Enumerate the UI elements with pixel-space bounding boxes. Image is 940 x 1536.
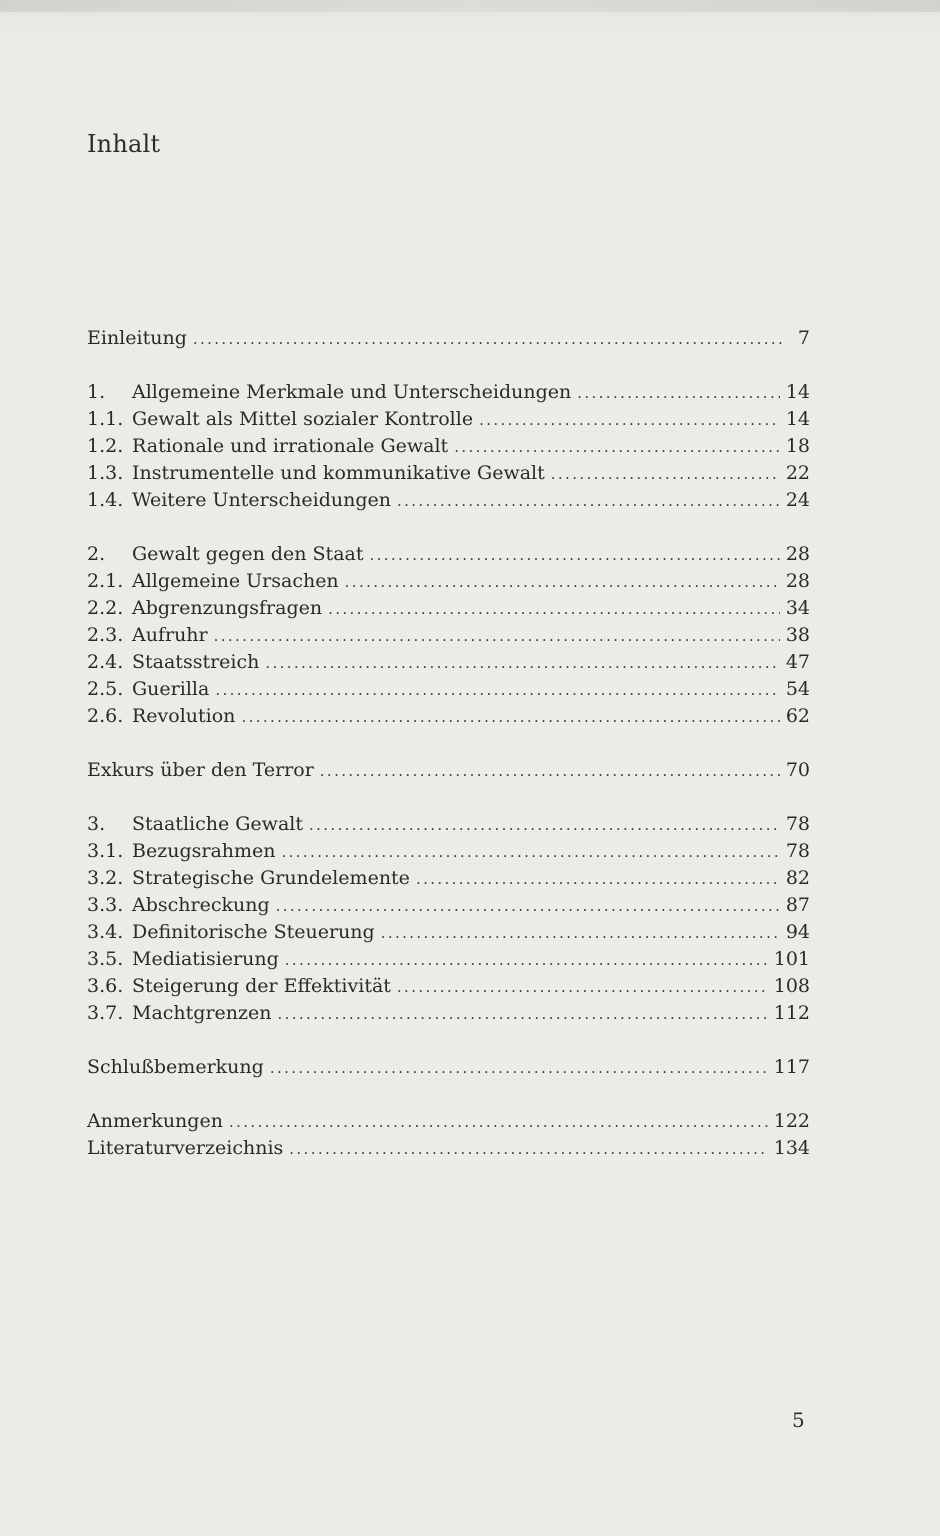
section-title: Bezugsrahmen bbox=[132, 840, 276, 862]
toc-entry bbox=[87, 703, 810, 730]
section-page-number: 38 bbox=[785, 624, 810, 646]
toc-group bbox=[87, 1108, 810, 1162]
section-number: 3.4. bbox=[87, 921, 124, 943]
section-number: 3.7. bbox=[87, 1002, 124, 1024]
section-title: Staatsstreich bbox=[132, 651, 260, 673]
dot-leader bbox=[278, 1001, 768, 1028]
toc-entry bbox=[87, 379, 810, 406]
toc-group bbox=[87, 325, 810, 352]
page-title: Inhalt bbox=[87, 130, 161, 158]
section-number: 3.1. bbox=[87, 840, 124, 862]
section-page-number: 94 bbox=[785, 921, 810, 943]
section-page-number: 62 bbox=[785, 705, 810, 727]
section-number: 3.2. bbox=[87, 867, 124, 889]
section-page-number: 82 bbox=[785, 867, 810, 889]
section-page-number: 47 bbox=[785, 651, 810, 673]
toc-entry bbox=[87, 460, 810, 487]
section-title: Exkurs über den Terror bbox=[87, 759, 314, 781]
section-number: 2.2. bbox=[87, 597, 124, 619]
section-number: 3.6. bbox=[87, 975, 124, 997]
dot-leader bbox=[270, 1055, 768, 1082]
toc-entry bbox=[87, 1108, 810, 1135]
toc-entry bbox=[87, 406, 810, 433]
section-page-number: 70 bbox=[785, 759, 810, 781]
toc-group bbox=[87, 757, 810, 784]
toc-group bbox=[87, 541, 810, 730]
dot-leader bbox=[241, 704, 779, 731]
section-page-number: 78 bbox=[785, 813, 810, 835]
toc-entry bbox=[87, 946, 810, 973]
section-number: 1.1. bbox=[87, 408, 124, 430]
dot-leader bbox=[282, 839, 780, 866]
section-title: Gewalt gegen den Staat bbox=[132, 543, 364, 565]
dot-leader bbox=[193, 326, 782, 353]
section-title: Definitorische Steuerung bbox=[132, 921, 375, 943]
dot-leader bbox=[551, 461, 780, 488]
section-page-number: 101 bbox=[773, 948, 810, 970]
dot-leader bbox=[479, 407, 780, 434]
section-title: Strategische Grundelemente bbox=[132, 867, 410, 889]
section-number: 2.3. bbox=[87, 624, 124, 646]
toc-entry bbox=[87, 676, 810, 703]
dot-leader bbox=[285, 947, 768, 974]
section-number: 3.3. bbox=[87, 894, 124, 916]
toc-group bbox=[87, 811, 810, 1027]
section-page-number: 24 bbox=[785, 489, 810, 511]
section-page-number: 34 bbox=[785, 597, 810, 619]
section-title: Literaturverzeichnis bbox=[87, 1137, 284, 1159]
toc-entry bbox=[87, 487, 810, 514]
section-title: Mediatisierung bbox=[132, 948, 279, 970]
dot-leader bbox=[320, 758, 780, 785]
section-number: 2.1. bbox=[87, 570, 124, 592]
section-title: Instrumentelle und kommunikative Gewalt bbox=[132, 462, 545, 484]
section-number: 1.4. bbox=[87, 489, 124, 511]
dot-leader bbox=[345, 569, 780, 596]
section-page-number: 112 bbox=[773, 1002, 810, 1024]
toc-entry bbox=[87, 1135, 810, 1162]
dot-leader bbox=[215, 677, 780, 704]
section-title: Gewalt als Mittel sozialer Kontrolle bbox=[132, 408, 474, 430]
section-page-number: 28 bbox=[785, 570, 810, 592]
dot-leader bbox=[265, 650, 779, 677]
dot-leader bbox=[381, 920, 780, 947]
page-top-shadow bbox=[0, 0, 940, 12]
toc-entry bbox=[87, 1054, 810, 1081]
section-title: Schlußbemerkung bbox=[87, 1056, 264, 1078]
dot-leader bbox=[369, 542, 779, 569]
section-title: Allgemeine Merkmale und Unterscheidungen bbox=[132, 381, 572, 403]
dot-leader bbox=[577, 380, 780, 407]
section-number: 3.5. bbox=[87, 948, 124, 970]
section-page-number: 28 bbox=[785, 543, 810, 565]
section-title: Allgemeine Ursachen bbox=[132, 570, 339, 592]
section-page-number: 14 bbox=[785, 381, 810, 403]
section-page-number: 54 bbox=[785, 678, 810, 700]
section-page-number: 18 bbox=[785, 435, 810, 457]
section-title: Anmerkungen bbox=[87, 1110, 223, 1132]
section-title: Revolution bbox=[132, 705, 236, 727]
toc-entry bbox=[87, 892, 810, 919]
section-page-number: 87 bbox=[785, 894, 810, 916]
section-page-number: 117 bbox=[773, 1056, 810, 1078]
dot-leader bbox=[328, 596, 780, 623]
page-number: 5 bbox=[792, 1408, 805, 1432]
toc-entry bbox=[87, 838, 810, 865]
toc-entry bbox=[87, 568, 810, 595]
toc-group bbox=[87, 379, 810, 514]
section-number: 2. bbox=[87, 543, 106, 565]
dot-leader bbox=[289, 1136, 767, 1163]
section-page-number: 134 bbox=[773, 1137, 810, 1159]
toc-entry bbox=[87, 865, 810, 892]
section-page-number: 22 bbox=[785, 462, 810, 484]
section-number: 2.6. bbox=[87, 705, 124, 727]
section-title: Einleitung bbox=[87, 327, 187, 349]
section-title: Guerilla bbox=[132, 678, 210, 700]
section-page-number: 14 bbox=[785, 408, 810, 430]
toc-entry bbox=[87, 325, 810, 352]
section-page-number: 78 bbox=[785, 840, 810, 862]
dot-leader bbox=[214, 623, 780, 650]
toc-entry bbox=[87, 649, 810, 676]
dot-leader bbox=[416, 866, 780, 893]
dot-leader bbox=[309, 812, 780, 839]
table-of-contents bbox=[87, 325, 810, 1189]
section-title: Staatliche Gewalt bbox=[132, 813, 303, 835]
section-title: Rationale und irrationale Gewalt bbox=[132, 435, 449, 457]
section-title: Abgrenzungsfragen bbox=[132, 597, 323, 619]
section-number: 3. bbox=[87, 813, 106, 835]
toc-entry bbox=[87, 973, 810, 1000]
dot-leader bbox=[454, 434, 780, 461]
dot-leader bbox=[397, 974, 768, 1001]
dot-leader bbox=[276, 893, 780, 920]
dot-leader bbox=[229, 1109, 768, 1136]
section-title: Aufruhr bbox=[132, 624, 208, 646]
toc-entry bbox=[87, 595, 810, 622]
section-number: 1.3. bbox=[87, 462, 124, 484]
section-number: 2.5. bbox=[87, 678, 124, 700]
section-number: 2.4. bbox=[87, 651, 124, 673]
toc-entry bbox=[87, 541, 810, 568]
section-title: Machtgrenzen bbox=[132, 1002, 272, 1024]
section-page-number: 122 bbox=[773, 1110, 810, 1132]
section-page-number: 7 bbox=[797, 327, 810, 349]
section-title: Steigerung der Effektivität bbox=[132, 975, 391, 997]
toc-entry bbox=[87, 622, 810, 649]
dot-leader bbox=[397, 488, 780, 515]
toc-entry bbox=[87, 757, 810, 784]
toc-entry bbox=[87, 1000, 810, 1027]
toc-group bbox=[87, 1054, 810, 1081]
toc-entry bbox=[87, 919, 810, 946]
toc-entry bbox=[87, 811, 810, 838]
section-title: Abschreckung bbox=[132, 894, 270, 916]
section-page-number: 108 bbox=[773, 975, 810, 997]
section-title: Weitere Unterscheidungen bbox=[132, 489, 391, 511]
section-number: 1. bbox=[87, 381, 106, 403]
section-number: 1.2. bbox=[87, 435, 124, 457]
toc-entry bbox=[87, 433, 810, 460]
